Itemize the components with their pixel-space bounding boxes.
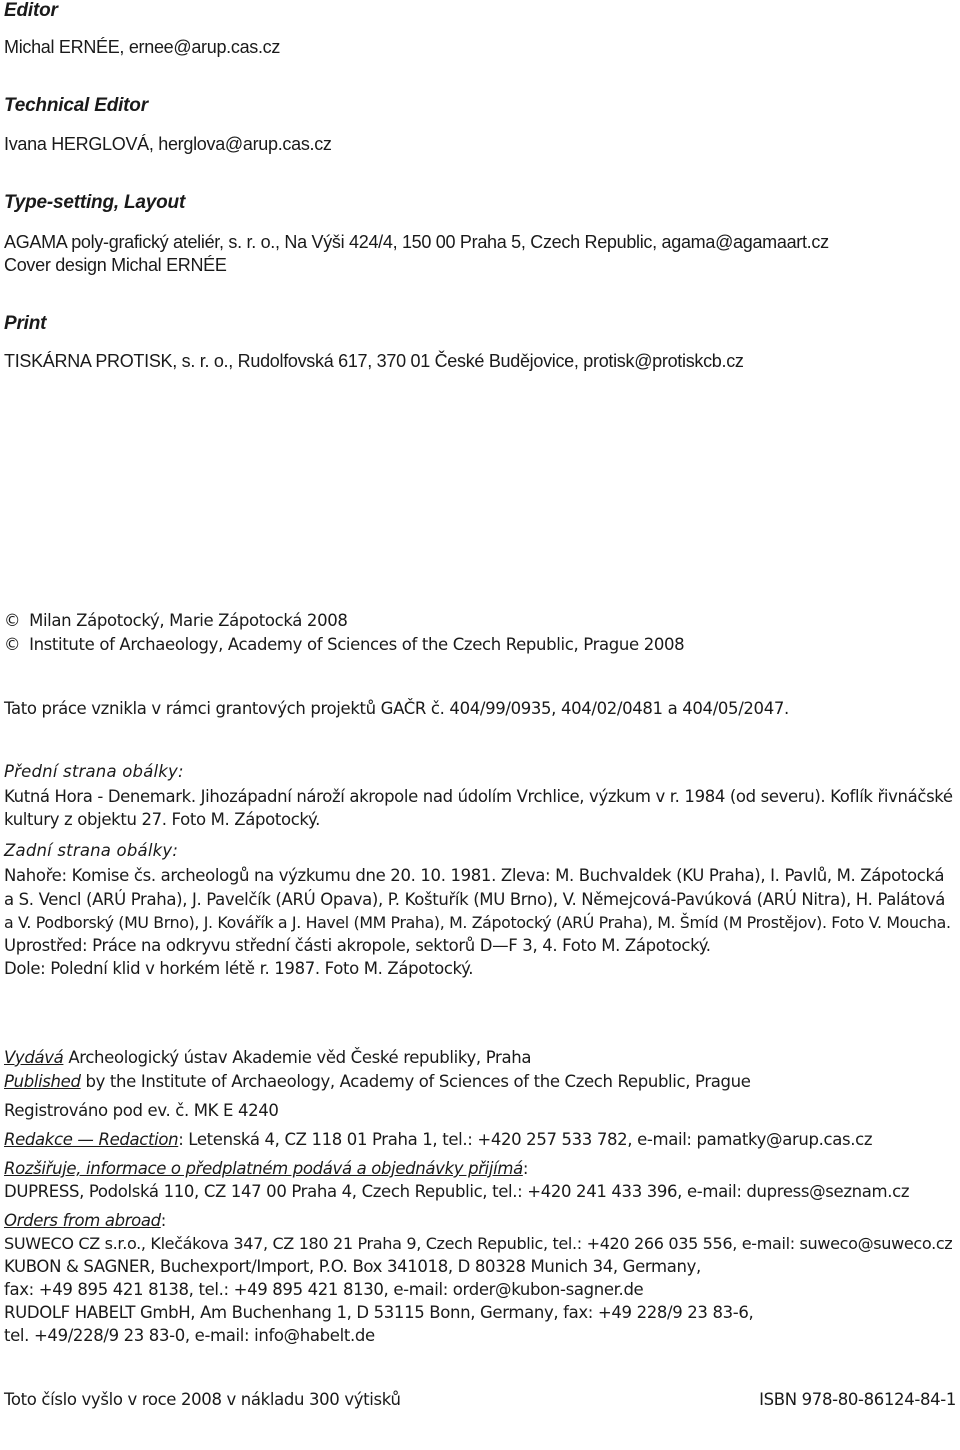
tech-editor-heading: Technical Editor [4,95,148,116]
copyright-icon: © [4,635,21,654]
redaction-text: : Letenská 4, CZ 118 01 Praha 1, tel.: +420 257 533 782, e-mail: pamatky@arup.cas.cz [178,1130,873,1149]
print-heading: Print [4,313,47,334]
editor-heading: Editor [4,0,58,21]
typesetting-line: AGAMA poly-grafický ateliér, s. r. o., Na Výši 424/4, 150 00 Praha 5, Czech Republic, agama@agamaart.cz [4,232,829,252]
back-cover-line: a V. Podborský (MU Brno), J. Kovářík a J. Havel (MM Praha), M. Zápotocký (ARÚ Praha), M. Šmíd (M Prostějov). Foto V. Moucha. [4,913,951,932]
issued-by-line [4,1046,531,1070]
distribution-label: Rozšiřuje, informace o předplatném podává a objednávky přijímá [4,1159,523,1178]
distribution-line: DUPRESS, Podolská 110, CZ 147 00 Praha 4, Czech Republic, tel.: +420 241 433 396, e-mail: dupress@seznam.cz [4,1182,910,1201]
copyright-text: Institute of Archaeology, Academy of Sciences of the Czech Republic, Prague 2008 [29,635,685,654]
orders-abroad-label: Orders from abroad [4,1211,161,1230]
published-by-line [4,1070,751,1094]
orders-abroad-line: tel. +49/228/9 23 83-0, e-mail: info@habelt.de [4,1326,375,1345]
back-cover-line: Dole: Polední klid v horkém létě r. 1987. Foto M. Zápotocký. [4,959,474,978]
orders-abroad-heading-line [4,1209,166,1233]
redaction-line [4,1128,872,1152]
cover-design-line: Cover design Michal ERNÉE [4,255,227,275]
back-cover-line: Uprostřed: Práce na odkryvu střední části akropole, sektorů D—F 3, 4. Foto M. Zápotocký. [4,936,711,955]
registration-line: Registrováno pod ev. č. MK E 4240 [4,1101,279,1120]
front-cover-heading: Přední strana obálky: [4,762,184,781]
front-cover-line: Kutná Hora - Denemark. Jihozápadní nároží akropole nad údolím Vrchlice, výzkum v r. 1984 (od severu). Koflík řivnáčské [4,787,953,806]
issued-label: Vydává [4,1048,64,1067]
distribution-colon: : [522,1159,529,1178]
print-line: TISKÁRNA PROTISK, s. r. o., Rudolfovská 617, 370 01 České Budějovice, protisk@protiskcb.cz [4,351,744,371]
copyright-icon: © [4,611,21,630]
redaction-label: Redakce — Redaction [4,1130,179,1149]
edition-note: Toto číslo vyšlo v roce 2008 v nákladu 300 výtisků [4,1390,401,1409]
orders-abroad-line: fax: +49 895 421 8138, tel.: +49 895 421 8130, e-mail: order@kubon-sagner.de [4,1280,644,1299]
copyright-line-authors [4,609,348,633]
back-cover-line: a S. Vencl (ARÚ Praha), J. Pavelčík (ARÚ Opava), P. Koštuřík (MU Brno), V. Němejcová-Pavúková (ARÚ Nitra), H. Palátová [4,890,946,909]
orders-abroad-line: RUDOLF HABELT GmbH, Am Buchenhang 1, D 53115 Bonn, Germany, fax: +49 228/9 23 83-6, [4,1303,754,1322]
isbn: ISBN 978-80-86124-84-1 [759,1390,956,1409]
tech-editor-line: Ivana HERGLOVÁ, herglova@arup.cas.cz [4,134,332,154]
front-cover-line: kultury z objektu 27. Foto M. Zápotocký. [4,810,321,829]
back-cover-heading: Zadní strana obálky: [4,841,179,860]
published-label: Published [4,1072,81,1091]
grant-note: Tato práce vznikla v rámci grantových projektů GAČR č. 404/99/0935, 404/02/0481 a 404/05/2047. [4,699,789,718]
distribution-heading-line [4,1157,528,1181]
orders-abroad-line: SUWECO CZ s.r.o., Klečákova 347, CZ 180 21 Praha 9, Czech Republic, tel.: +420 266 035 556, e-mail: suweco@suweco.cz [4,1234,953,1253]
issued-text: Archeologický ústav Akademie věd České republiky, Praha [63,1048,532,1067]
typesetting-heading: Type-setting, Layout [4,192,186,213]
orders-abroad-colon: : [160,1211,166,1230]
copyright-text: Milan Zápotocký, Marie Zápotocká 2008 [29,611,348,630]
back-cover-line: Nahoře: Komise čs. archeologů na výzkumu dne 20. 10. 1981. Zleva: M. Buchvaldek (KU Praha), I. Pavlů, M. Zápotocká [4,866,945,885]
editor-line: Michal ERNÉE, ernee@arup.cas.cz [4,37,281,57]
copyright-line-institute [4,633,684,657]
published-text: by the Institute of Archaeology, Academy of Sciences of the Czech Republic, Prague [80,1072,751,1091]
orders-abroad-line: KUBON & SAGNER, Buchexport/Import, P.O. Box 341018, D 80328 Munich 34, Germany, [4,1257,701,1276]
